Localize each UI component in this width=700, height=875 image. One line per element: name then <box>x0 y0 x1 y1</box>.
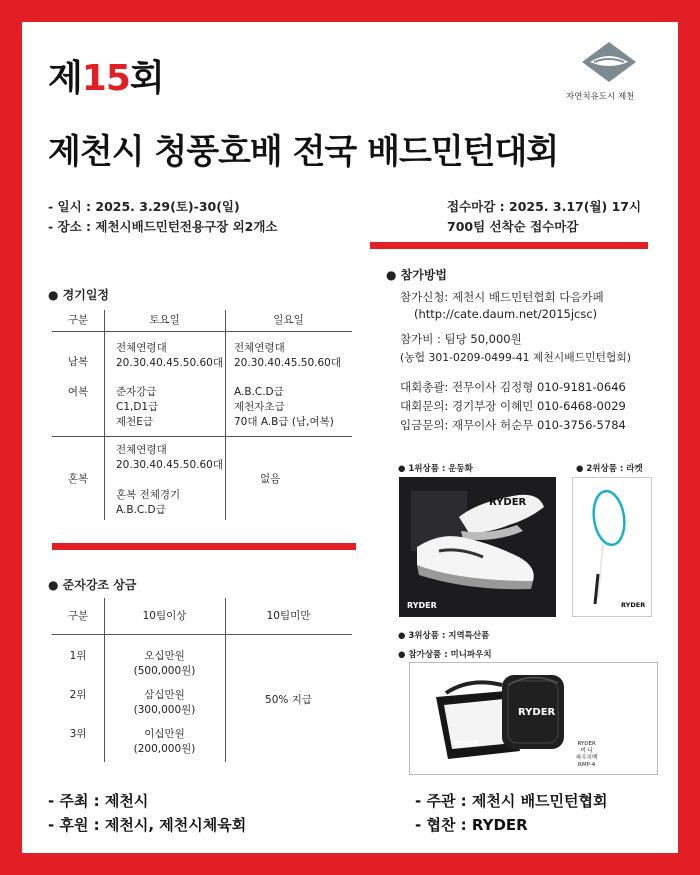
schedule-cell: 전체연령대 20.30.40.45.50.60대 혼복 전체경기 A.B.C.D급 <box>116 444 223 516</box>
logo-caption: 자연치유도시 제천 <box>566 92 635 102</box>
prize-amount: 삼십만원 (300,000원) <box>133 689 196 716</box>
prize-rank: 1위 <box>69 650 87 662</box>
schedule-cell: A.B.C.D급 제천자초급 70대 A.B급 (남,여복) <box>234 386 334 428</box>
shoes-brand-tag: RYDER <box>407 601 437 610</box>
pouch-brand-small: RYDER <box>454 739 479 747</box>
deadline-note: 700팀 선착순 접수마감 <box>447 219 579 234</box>
prize-amount: 오십만원 (500,000원) <box>133 650 196 677</box>
table-rule <box>225 310 226 520</box>
red-divider <box>52 543 356 550</box>
prize-col-header: 10팀미만 <box>266 610 311 622</box>
schedule-cell: 전체연령대 20.30.40.45.50.60대 <box>234 342 341 369</box>
prize-heading: ● 준자강조 상금 <box>48 578 137 592</box>
shoe-brand: RYDER <box>489 497 527 508</box>
racket-photo <box>572 477 652 617</box>
schedule-col-header: 일요일 <box>273 314 304 326</box>
event-title: 제천시 청풍호배 전국 배드민턴대회 <box>48 132 559 172</box>
prize-rank: 3위 <box>69 728 87 740</box>
schedule-cell: 준자강급 C1,D1급 제천E급 <box>116 386 159 428</box>
sponsor: - 후원 : 제천시, 제천시체육회 <box>48 816 247 834</box>
participation-line: (농협 301-0209-0499-41 제천시배드민턴협회) <box>400 351 632 364</box>
table-rule <box>52 436 352 437</box>
event-venue: - 장소 : 제천시배드민턴전용구장 외2개소 <box>48 219 278 234</box>
pouch-brand: RYDER <box>518 707 556 718</box>
round-title: 제15회 <box>48 58 164 99</box>
table-rule <box>52 331 352 332</box>
prize-amount: 이십만원 (200,000원) <box>133 728 196 755</box>
schedule-col-header: 토요일 <box>149 314 180 326</box>
participation-heading: ● 참가방법 <box>386 268 448 282</box>
schedule-cell: 없음 <box>260 473 281 485</box>
schedule-row-label: 여복 <box>67 386 89 398</box>
schedule-heading: ● 경기일정 <box>48 288 110 302</box>
racket-brand: RYDER <box>621 601 646 609</box>
participant-prize-label: ● 참가상품 : 미니파우치 <box>398 650 492 660</box>
participation-line: 참가신청: 제천시 배드민턴협회 다음카페 <box>400 290 604 304</box>
participation-line: 참가비 : 팀당 50,000원 <box>400 332 522 346</box>
table-rule <box>104 310 105 520</box>
prize-col-header: 10팀이상 <box>142 610 187 622</box>
prize-rank: 2위 <box>69 689 87 701</box>
shoes-photo <box>399 477 556 617</box>
schedule-cell: 전체연령대 20.30.40.45.50.60대 <box>116 342 223 369</box>
host: - 주최 : 제천시 <box>48 792 149 810</box>
participation-line: 대회총괄: 전무이사 김정형 010-9181-0646 <box>400 380 626 394</box>
organizer: - 주관 : 제천시 배드민턴협회 <box>415 792 608 810</box>
pouch-caption: RYDER 미 니 파우치백 RMP-4 <box>576 741 598 768</box>
red-divider <box>370 242 648 249</box>
prize-under10: 50% 지급 <box>265 694 312 706</box>
third-prize-label: ● 3위상품 : 지역특산품 <box>398 631 490 641</box>
prize-col-header: 구분 <box>67 610 89 622</box>
support: - 협찬 : RYDER <box>415 816 528 834</box>
participation-line: 대회문의: 경기부장 이혜민 010-6468-0029 <box>400 399 626 413</box>
first-prize-label: ● 1위상품 : 운동화 <box>398 464 473 474</box>
pouch-photo <box>409 662 658 775</box>
table-rule <box>52 634 352 635</box>
schedule-row-label: 혼복 <box>67 473 89 485</box>
schedule-row-label: 남복 <box>67 356 89 368</box>
second-prize-label: ● 2위상품 : 라켓 <box>576 464 643 474</box>
jecheon-logo-icon <box>574 40 644 88</box>
schedule-col-header: 구분 <box>67 314 89 326</box>
registration-deadline: 접수마감 : 2025. 3.17(월) 17시 <box>447 199 642 214</box>
event-date: - 일시 : 2025. 3.29(토)-30(일) <box>48 199 240 214</box>
participation-line: 입금문의: 재무이사 허순무 010-3756-5784 <box>400 418 626 432</box>
participation-line: (http://cate.daum.net/2015jcsc) <box>414 307 598 321</box>
